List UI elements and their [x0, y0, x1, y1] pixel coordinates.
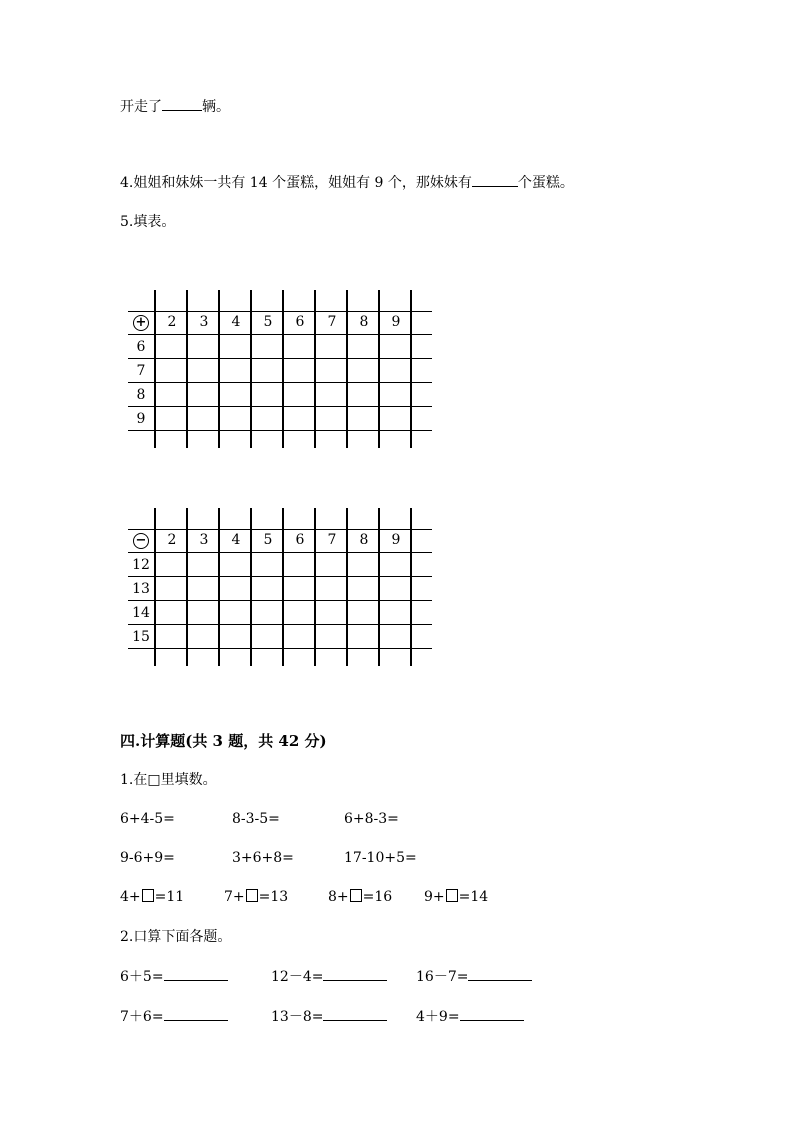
add-answer-cell[interactable] [316, 333, 348, 357]
sub-answer-cell[interactable] [220, 575, 252, 599]
sub-row-label: 13 [132, 581, 150, 597]
p2-row1-item [120, 966, 228, 987]
sub-answer-cell[interactable] [380, 551, 412, 575]
p1-row1-item: 8-3-5= [232, 811, 280, 827]
q3-text-before: 开走了 [120, 99, 162, 115]
add-answer-cell[interactable] [284, 333, 316, 357]
add-column-header: 7 [327, 314, 337, 330]
add-answer-cell[interactable] [156, 405, 188, 429]
add-column-header: 3 [199, 314, 209, 330]
sub-answer-cell[interactable] [188, 551, 220, 575]
expr-part: 16－7= [416, 969, 469, 985]
answer-blank[interactable] [164, 966, 228, 981]
sub-answer-cell[interactable] [220, 599, 252, 623]
section-4-title: 四.计算题(共 3 题，共 42 分) [120, 732, 327, 750]
answer-blank[interactable] [460, 1006, 524, 1021]
add-answer-cell[interactable] [156, 357, 188, 381]
add-answer-cell[interactable] [348, 357, 380, 381]
sub-answer-cell[interactable] [348, 575, 380, 599]
p1-row3-item [120, 887, 184, 907]
add-answer-cell[interactable] [316, 357, 348, 381]
add-row-label: 8 [136, 387, 146, 403]
expr-part: 4＋9= [416, 1009, 460, 1025]
answer-box[interactable] [246, 889, 258, 902]
sub-answer-cell[interactable] [252, 551, 284, 575]
expr-part: 7+ [224, 889, 245, 905]
problem-2-title: 2.口算下面各题。 [120, 929, 232, 945]
sub-answer-cell[interactable] [188, 599, 220, 623]
sub-column-header: 6 [295, 532, 305, 548]
sub-grid-hline [128, 648, 432, 649]
add-column-header: 2 [167, 314, 177, 330]
answer-blank[interactable] [468, 966, 532, 981]
expr-part: =11 [154, 889, 185, 905]
question-3-tail [120, 96, 230, 117]
p1-row1-item: 6+4-5= [120, 811, 175, 827]
sub-answer-cell[interactable] [252, 575, 284, 599]
expr-part: 9+ [424, 889, 445, 905]
p2-row1-item [271, 966, 387, 987]
sub-column-header: 2 [167, 532, 177, 548]
add-answer-cell[interactable] [156, 333, 188, 357]
p1-row2-item: 3+6+8= [232, 850, 294, 866]
add-answer-cell[interactable] [252, 357, 284, 381]
problem-1-title: 1.在□里填数。 [120, 772, 217, 788]
add-answer-cell[interactable] [220, 357, 252, 381]
p1-row1-item: 6+8-3= [344, 811, 399, 827]
answer-blank[interactable] [323, 1006, 387, 1021]
add-row-label: 6 [136, 339, 146, 355]
add-answer-cell[interactable] [284, 405, 316, 429]
sub-answer-cell[interactable] [156, 575, 188, 599]
add-answer-cell[interactable] [380, 333, 412, 357]
sub-answer-cell[interactable] [284, 599, 316, 623]
add-answer-cell[interactable] [316, 381, 348, 405]
sub-answer-cell[interactable] [284, 575, 316, 599]
add-answer-cell[interactable] [220, 333, 252, 357]
sub-row-label: 12 [132, 557, 150, 573]
question-4 [120, 172, 574, 193]
expr-part: 6＋5= [120, 969, 164, 985]
p2-row2-item [416, 1006, 524, 1027]
sub-answer-cell[interactable] [156, 599, 188, 623]
add-answer-cell[interactable] [316, 405, 348, 429]
add-answer-cell[interactable] [220, 381, 252, 405]
q4-text-before: 4.姐姐和妹妹一共有 14 个蛋糕，姐姐有 9 个，那妹妹有 [120, 175, 472, 191]
add-column-header: 5 [263, 314, 273, 330]
sub-answer-cell[interactable] [284, 623, 316, 647]
sub-column-header: 5 [263, 532, 273, 548]
add-answer-cell[interactable] [156, 381, 188, 405]
add-row-label: 7 [136, 363, 146, 379]
add-column-header: 8 [359, 314, 369, 330]
sub-answer-cell[interactable] [220, 551, 252, 575]
sub-answer-cell[interactable] [348, 551, 380, 575]
sub-answer-cell[interactable] [220, 623, 252, 647]
add-answer-cell[interactable] [252, 333, 284, 357]
expr-part: 13－8= [271, 1009, 324, 1025]
add-column-header: 4 [231, 314, 241, 330]
answer-blank[interactable] [472, 172, 518, 187]
add-answer-cell[interactable] [348, 333, 380, 357]
add-answer-cell[interactable] [188, 333, 220, 357]
answer-blank[interactable] [164, 1006, 228, 1021]
question-5-title: 5.填表。 [120, 214, 176, 230]
sub-answer-cell[interactable] [316, 575, 348, 599]
sub-answer-cell[interactable] [252, 599, 284, 623]
add-answer-cell[interactable] [380, 405, 412, 429]
p1-row3-item [328, 887, 392, 907]
p2-row2-item [120, 1006, 228, 1027]
sub-answer-cell[interactable] [316, 623, 348, 647]
sub-answer-cell[interactable] [380, 575, 412, 599]
expr-part: 8+ [328, 889, 349, 905]
q3-text-after: 辆。 [202, 99, 230, 115]
sub-column-header: 4 [231, 532, 241, 548]
q4-text-after: 个蛋糕。 [517, 175, 574, 191]
sub-answer-cell[interactable] [156, 623, 188, 647]
add-answer-cell[interactable] [380, 357, 412, 381]
add-answer-cell[interactable] [348, 381, 380, 405]
add-row-label: 9 [136, 411, 146, 427]
sub-answer-cell[interactable] [316, 599, 348, 623]
p1-row3-item [424, 887, 488, 907]
add-answer-cell[interactable] [252, 381, 284, 405]
add-answer-cell[interactable] [348, 405, 380, 429]
expr-part: 4+ [120, 889, 141, 905]
sub-row-label: 14 [132, 605, 150, 621]
plus-circle-icon: + [133, 315, 149, 331]
expr-part: 12－4= [271, 969, 324, 985]
sub-answer-cell[interactable] [380, 599, 412, 623]
add-column-header: 9 [391, 314, 401, 330]
p1-row2-item: 17-10+5= [344, 850, 417, 866]
add-answer-cell[interactable] [284, 381, 316, 405]
sub-answer-cell[interactable] [316, 551, 348, 575]
answer-box[interactable] [350, 889, 362, 902]
expr-part: =14 [458, 889, 489, 905]
add-grid-hline [128, 430, 432, 431]
sub-column-header: 9 [391, 532, 401, 548]
answer-box[interactable] [446, 889, 458, 902]
expr-part: 7＋6= [120, 1009, 164, 1025]
sub-column-header: 8 [359, 532, 369, 548]
sub-answer-cell[interactable] [188, 623, 220, 647]
addition-table [128, 290, 432, 448]
p2-row1-item [416, 966, 532, 987]
sub-answer-cell[interactable] [284, 551, 316, 575]
p2-row2-item [271, 1006, 387, 1027]
answer-blank[interactable] [323, 966, 387, 981]
add-answer-cell[interactable] [284, 357, 316, 381]
p1-row2-item: 9-6+9= [120, 850, 175, 866]
expr-part: =13 [258, 889, 289, 905]
add-answer-cell[interactable] [188, 405, 220, 429]
add-answer-cell[interactable] [380, 381, 412, 405]
add-answer-cell[interactable] [220, 405, 252, 429]
sub-row-label: 15 [132, 629, 150, 645]
sub-answer-cell[interactable] [348, 623, 380, 647]
sub-column-header: 7 [327, 532, 337, 548]
sub-answer-cell[interactable] [252, 623, 284, 647]
expr-part: =16 [362, 889, 393, 905]
sub-answer-cell[interactable] [380, 623, 412, 647]
answer-box[interactable] [142, 889, 154, 902]
p1-row3-item [224, 887, 288, 907]
sub-answer-cell[interactable] [188, 575, 220, 599]
add-answer-cell[interactable] [188, 381, 220, 405]
sub-answer-cell[interactable] [156, 551, 188, 575]
add-column-header: 6 [295, 314, 305, 330]
add-answer-cell[interactable] [252, 405, 284, 429]
add-answer-cell[interactable] [188, 357, 220, 381]
answer-blank[interactable] [162, 96, 202, 111]
minus-circle-icon: − [133, 533, 149, 549]
sub-column-header: 3 [199, 532, 209, 548]
sub-answer-cell[interactable] [348, 599, 380, 623]
subtraction-table [128, 508, 432, 666]
